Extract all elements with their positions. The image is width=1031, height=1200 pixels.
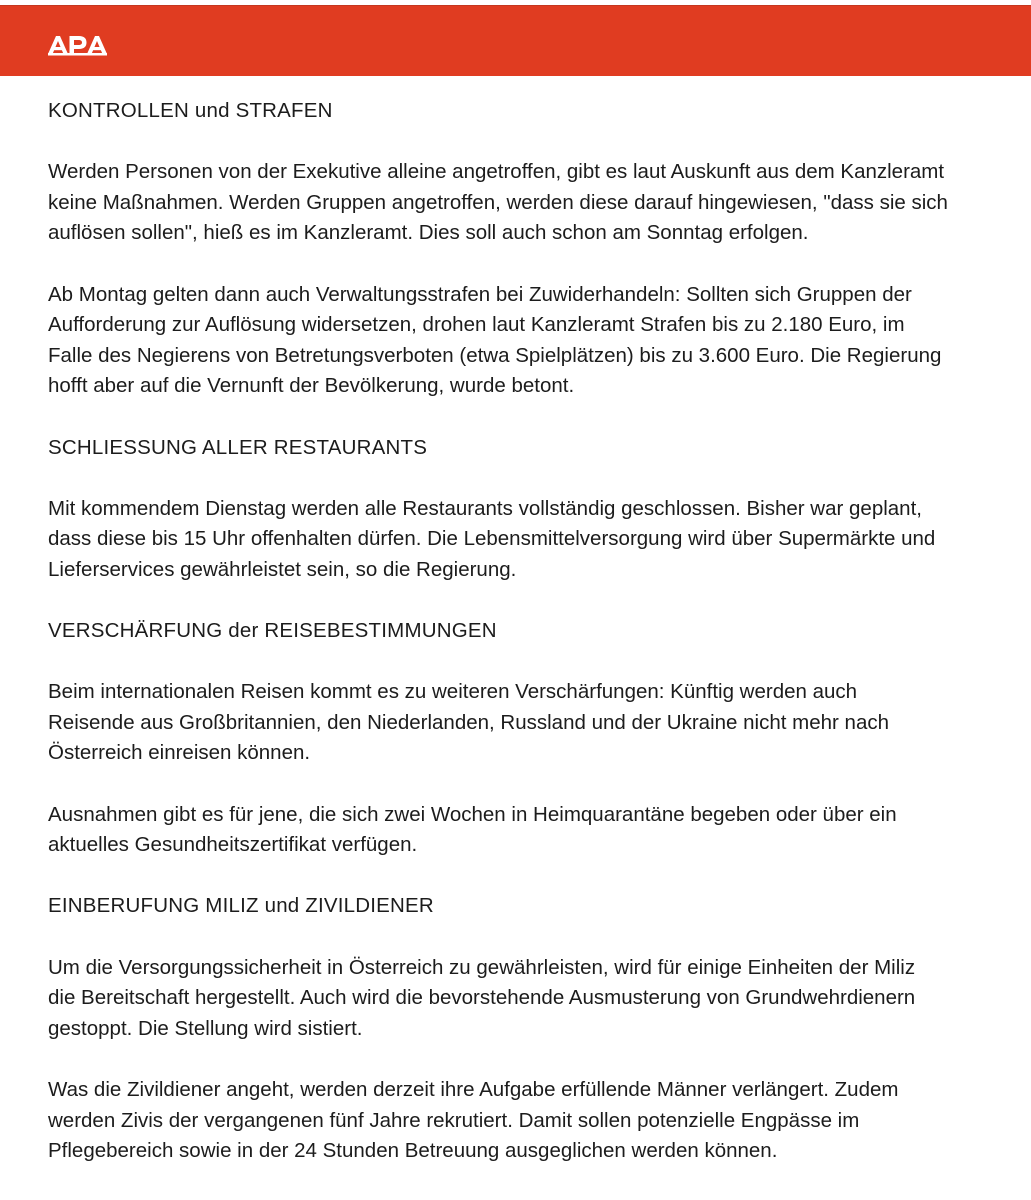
header-bar — [0, 5, 1031, 76]
section-heading-miliz: EINBERUFUNG MILIZ und ZIVILDIENER — [48, 894, 434, 918]
paragraph-kontrollen-1: Werden Personen von der Exekutive alleine angetroffen, gibt es laut Auskunft aus dem Kanzleramt keine Maßnahmen. Werden Gruppen angetroffen, werden diese darauf hingewiesen, "dass sie sich auflösen sollen", hieß es im Kanzleramt. Dies soll auch schon am Sonntag erfolgen. — [48, 160, 948, 245]
apa-logo-icon — [47, 32, 109, 56]
section-heading-restaurants: SCHLIESSUNG ALLER RESTAURANTS — [48, 435, 428, 459]
section-heading-reisebestimmungen: VERSCHÄRFUNG der REISEBESTIMMUNGEN — [48, 619, 497, 643]
paragraph-miliz-1: Um die Versorgungssicherheit in Österreich zu gewährleisten, wird für einige Einheiten der Miliz die Bereitschaft hergestellt. Auch wird die bevorstehende Ausmusterung von Grundwehrdienern gestoppt. Die Stellung wird sistiert. — [48, 955, 916, 1040]
article-body — [48, 96, 1008, 1197]
paragraph-miliz-2: Was die Zivildiener angeht, werden derzeit ihre Aufgabe erfüllende Männer verlängert. Zudem werden Zivis der vergangenen fünf Jahre rekrutiert. Damit sollen potenzielle Engpässe im Pflegebereich sowie in der 24 Stunden Betreuung ausgeglichen werden können. — [48, 1078, 899, 1163]
section-heading-kontrollen: KONTROLLEN und STRAFEN — [48, 99, 333, 122]
paragraph-restaurants: Mit kommendem Dienstag werden alle Restaurants vollständig geschlossen. Bisher war geplant, dass diese bis 15 Uhr offenhalten dürfen. Die Lebensmittelversorgung wird über Supermärkte und Lieferservices gewährleistet sein, so die Regierung. — [48, 496, 936, 581]
paragraph-reisen-2: Ausnahmen gibt es für jene, die sich zwei Wochen in Heimquarantäne begeben oder über ein aktuelles Gesundheitszertifikat verfügen. — [48, 802, 897, 857]
paragraph-reisen-1: Beim internationalen Reisen kommt es zu weiteren Verschärfungen: Künftig werden auch Reisende aus Großbritannien, den Niederlanden, Russland und der Ukraine nicht mehr nach Österreich einreisen können. — [48, 680, 889, 765]
apa-logo[interactable] — [47, 32, 109, 56]
paragraph-kontrollen-2: Ab Montag gelten dann auch Verwaltungsstrafen bei Zuwiderhandeln: Sollten sich Gruppen der Aufforderung zur Auflösung widersetzen, drohen laut Kanzleramt Strafen bis zu 2.180 Euro, im Falle des Negierens von Betretungsverboten (etwa Spielplätzen) bis zu 3.600 Euro. Die Regierung hofft aber auf die Vernunft der Bevölkerung, wurde betont. — [48, 282, 942, 398]
